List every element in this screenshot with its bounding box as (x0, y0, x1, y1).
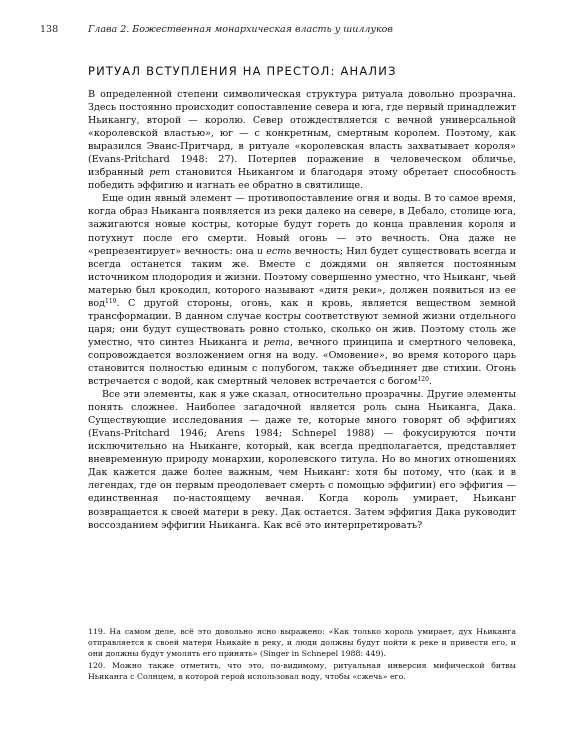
footnote-120: 120. Можно также отметить, что это, по-видимому, ритуальная инверсия мифической битвы Ньиканга с Солнцем, в которой герой использовал воду, чтобы «сжечь» его. (88, 660, 516, 681)
paragraph-2-text-a: Еще один явный элемент — противопоставление огня и воды. В то самое время, когда образ Ньиканга появляется из реки далеко на севере, в Дебало, столице юга, зажигаются новые костры, которые будут гореть до конца правления короля и потухнут после его смерти. Новый огонь — это вечность. Она даже не «репрезентирует» вечность: она (88, 193, 516, 257)
paragraph-1-text-b: становится Ньикангом и благодаря этому обретает способность победить эффигию и изгнать ее обратно в святилище. (88, 167, 516, 192)
paragraph-1 (88, 88, 516, 192)
paragraph-1-text-a: В определенной степени символическая структура ритуала довольно прозрачна. Здесь постоянно происходит сопоставление севера и юга, где первый принадлежит Ньикангу, второй — королю. Север отождествляется с вечной универсальной «королевской властью», юг — с конкретным, смертным королем. Поэтому, как выразился Эванс-Притчард, в ритуале «королевская власть захватывает короля» (Evans-Pritchard 1948: 27). Потерпев поражение в человеческом обличье, избранный (88, 89, 516, 179)
footnote-ref-119[interactable]: 119 (105, 297, 117, 305)
running-head (40, 24, 530, 36)
paragraph-2-text-d: , вечного принципа и смертного человека, сопровождается возложением огня на воду. «Омовение», во время которого царь становится полностью единым с полубогом, также объединяет две стихии. Огонь встречается с водой, как смертный человек встречается с богом (88, 336, 516, 388)
footnote-119: 119. На самом деле, всё это довольно ясно выражено: «Как только король умирает, дух Ньиканга отправляется к своей матери Ньикайе в реку, и люди должны будут пойти к реке и привести его, и они должны будут умолять его принять» (Singer in Schnepel 1988: 449). (88, 627, 516, 659)
paragraph-1-italic-term: рет (149, 167, 171, 179)
running-title: Глава 2. Божественная монархическая власть у шиллуков (88, 24, 393, 35)
footnotes (88, 626, 516, 682)
section-title: РИТУАЛ ВСТУПЛЕНИЯ НА ПРЕСТОЛ: АНАЛИЗ (88, 64, 397, 78)
paragraph-2-text-b: вечность; Нил будет существовать всегда и всегда останется таким же. Вместе с дождями он является постоянным источником плодородия и жизни. Поэтому совершенно уместно, что Ньиканг, чьей матерью был крокодил, которого называют «дитя реки», должен появиться из ее вод (88, 245, 517, 309)
paragraph-2 (88, 192, 516, 388)
page-number: 138 (40, 24, 59, 35)
footnote-ref-120[interactable]: 120 (417, 376, 429, 384)
paragraph-2-italic-term: рета (263, 336, 290, 348)
paragraph-2-text-e: . (428, 376, 432, 388)
paragraph-2-italic-phrase: и есть (256, 245, 292, 257)
paragraph-3: Все эти элементы, как я уже сказал, относительно прозрачны. Другие элементы понять сложнее. Наиболее загадочной является роль сына Ньиканга, Дака. Существующие исследования — даже те, которые много говорят об эффигиях (Evans-Pritchard 1946; Arens 1984; Schnepel 1988) — фокусируются почти исключительно на Ньиканге, который, как всегда предполагается, представляет вневременную природу монархии, королевского титула. Но во многих отношениях Дак кажется даже более важным, чем Ньиканг: хотя бы потому, что (как и в легендах, где он первым преодолевает смерть с помощью эффигии) его эффигия — единственная по-настоящему вечная. Когда король умирает, Ньиканг возвращается к своей матери в реку. Дак остается. Затем эффигия Дака руководит воссозданием эффигии Ньиканга. Как всё это интерпретировать? (88, 389, 516, 531)
paragraph-2-text-c: . С другой стороны, огонь, как и кровь, является веществом земной трансформации. В данном случае костры соответствуют земной жизни отдельного царя; они будут существовать ровно столько, сколько он жив. Поэтому столь же уместно, что синтез Ньиканга и (88, 297, 516, 348)
body-text (88, 88, 516, 532)
